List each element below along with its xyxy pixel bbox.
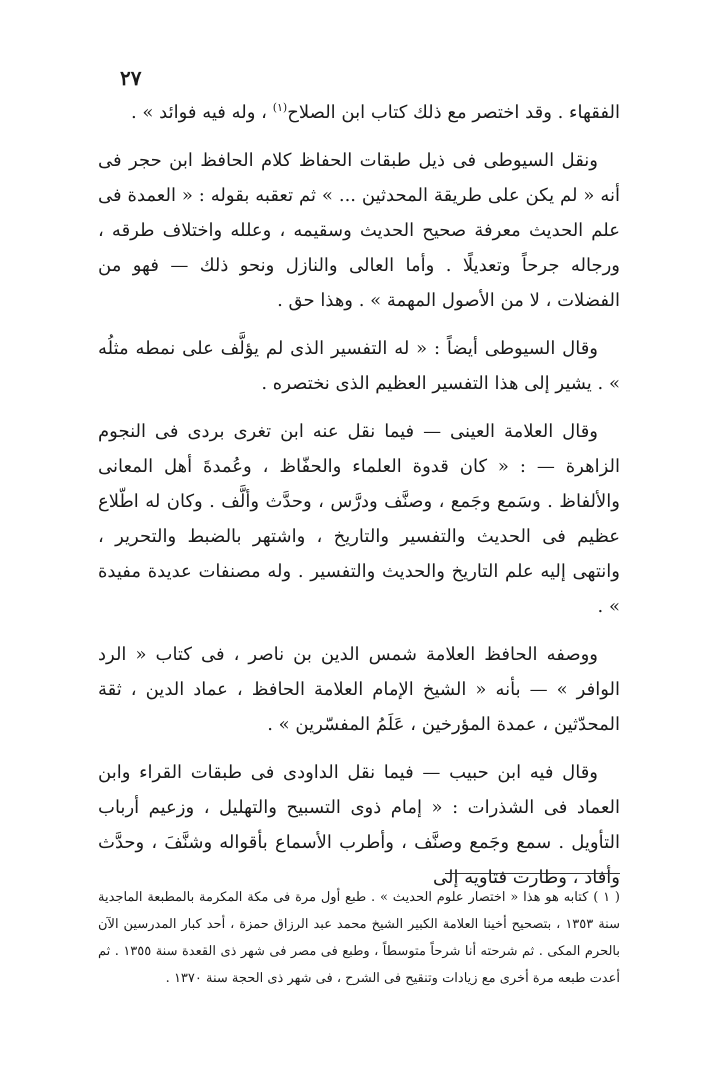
paragraph-1-text-after: ، وله فيه فوائد » . — [130, 102, 273, 123]
footnote-marker: (١) — [272, 101, 288, 114]
footnote: ( ١ ) كتابه هو هذا « اختصار علوم الحديث » . طبع أول مرة فى مكة المكرمة بالمطبعة الماجدية سنة ١٣٥٣ ، بتصحيح أخينا العلامة الكبير الشيخ محمد عبد الرزاق حمزة ، أحد كبار المدرسين الآن بالحرم المكى . ثم شرحته أنا شرحاً متوسطاً ، وطبع فى مصر فى شهر ذى القعدة سنة ١٣٥٥ . ثم أعدت طبعه مرة أخرى مع زيادات وتنقيح فى الشرح ، فى شهر ذى الحجة سنة ١٣٧٠ . — [98, 890, 620, 986]
paragraph-5: ووصفه الحافظ العلامة شمس الدين بن ناصر ، فى كتاب « الرد الوافر » — بأنه « الشيخ الإمام العلامة الحافظ ، عماد الدين ، ثقة المحدّثين ، عمدة المؤرخين ، عَلَمُ المفسّرين » . — [98, 644, 620, 735]
paragraph-6: وقال فيه ابن حبيب — فيما نقل الداودى فى طبقات القراء وابن العماد فى الشذرات : « إمام ذوى التسبيح والتهليل ، وزعيم أرباب التأويل . سمع وجَمع وصنَّف ، وأطرب الأسماع بأقواله وشنَّفَ ، وحدَّث وأفاد ، وطارت فتاويه إلى — [98, 762, 620, 888]
paragraph-2: ونقل السيوطى فى ذيل طبقات الحفاظ كلام الحافظ ابن حجر فى أنه « لم يكن على طريقة المحدثين ... » ثم تعقبه بقوله : « العمدة فى علم الحديث معرفة صحيح الحديث وسقيمه ، وعلله واختلاف طرقه ، ورجاله جرحاً وتعديلًا . وأما العالى والنازل ونحو ذلك — فهو من الفضلات ، لا من الأصول المهمة » . وهذا حق . — [98, 150, 620, 311]
paragraph-3: وقال السيوطى أيضاً : « له التفسير الذى لم يؤلَّف على نمطه مثلُه » . يشير إلى هذا التفسير العظيم الذى نختصره . — [98, 338, 620, 394]
footnote-divider — [445, 873, 620, 874]
paragraph-4: وقال العلامة العينى — فيما نقل عنه ابن تغرى بردى فى النجوم الزاهرة — : « كان قدوة العلماء والحفّاظ ، وعُمدةَ أهل المعانى والألفاظ . وسَمع وجَمع ، وصنَّف ودرَّس ، وحدَّث وألَّف . وكان له اطّلاع عظيم فى الحديث والتفسير والتاريخ ، واشتهر بالضبط والتحرير ، وانتهى إليه علم التاريخ والحديث والتفسير . وله مصنفات عديدة مفيدة » . — [98, 421, 620, 617]
page-number: ٢٧ — [120, 66, 142, 90]
paragraph-1-text: الفقهاء . وقد اختصر مع ذلك كتاب ابن الصلاح — [287, 102, 620, 123]
body-text — [98, 95, 620, 908]
paragraph-1 — [98, 95, 620, 130]
